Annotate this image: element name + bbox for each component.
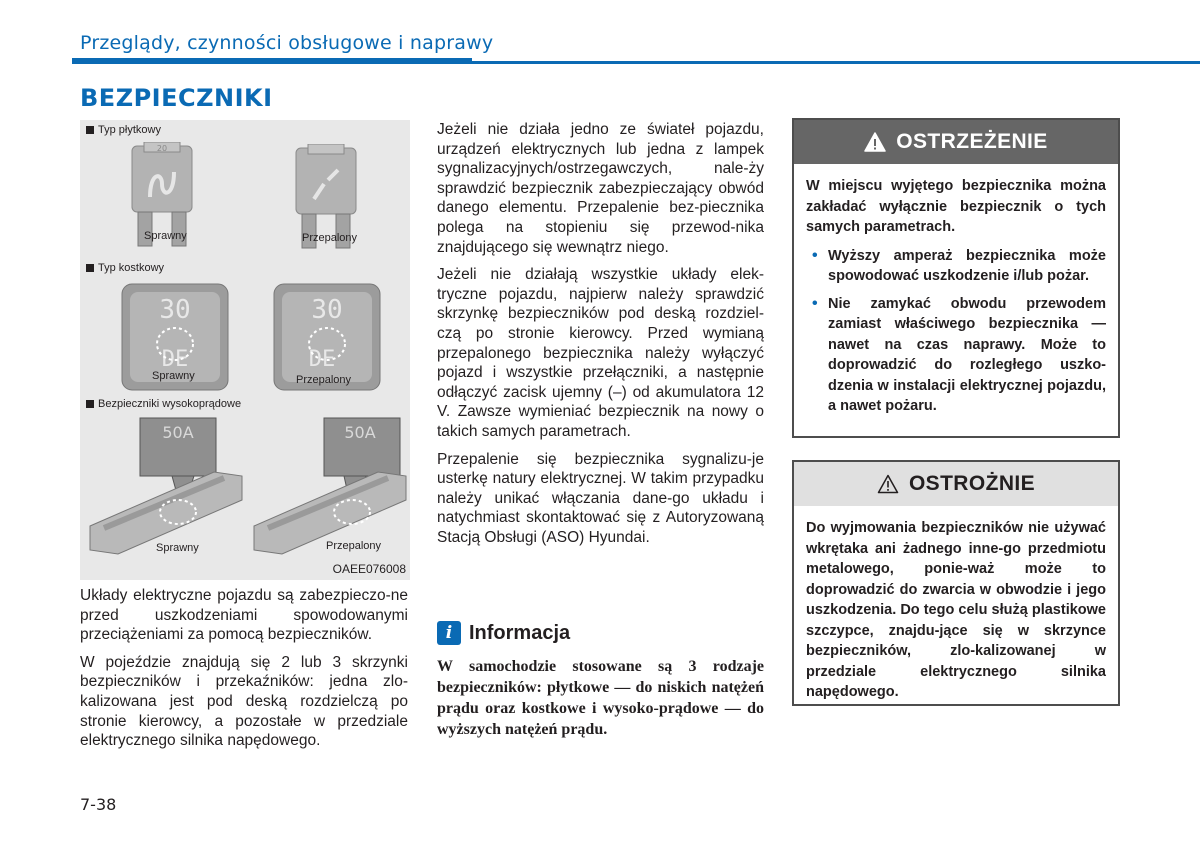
figure-code: OAEE076008: [332, 562, 406, 576]
info-title: Informacja: [469, 621, 571, 644]
caption-cartridge-good: Sprawny: [152, 370, 195, 382]
svg-text:30: 30: [311, 295, 343, 325]
warning-title: OSTRZEŻENIE: [896, 130, 1048, 153]
warning-header: [794, 120, 1118, 164]
caution-text: Do wyjmowania bezpieczników nie używać wkrętaka ani żadnego inne-go przedmiotu metalowego, ponie-waż może to doprowadzić do zwarcia w obwodzie i jego uszkodzenia. Do tego celu służą plastikowe szczypce, znajdu-jące się w skrzynce bezpieczników, zlo-kalizowanej w przedziale elektrycznego silnika napędowego.: [806, 520, 1106, 700]
figure-label-high-current: Bezpieczniki wysokoprądowe: [86, 398, 241, 410]
caption-high-current-good: Sprawny: [156, 542, 199, 554]
section-title: BEZPIECZNIKI: [80, 84, 273, 112]
warning-triangle-icon: [864, 132, 886, 152]
svg-text:50A: 50A: [162, 423, 194, 442]
paragraph: Przepalenie się bezpiecznika sygnalizu-je usterkę natury elektrycznej. W takim przypadku należy unikać włączania dane-go układu i natychmiast skontaktować się z Autoryzowaną Stacją Obsługi (ASO) Hyundai.: [437, 450, 764, 546]
svg-text:DE: DE: [161, 347, 189, 372]
warning-intro: W miejscu wyjętego bezpiecznika można zakładać wyłącznie bezpiecznik o tych samych parametrach.: [806, 178, 1106, 235]
list-item: • Nie zamykać obwodu przewodem zamiast właściwego bezpiecznika — nawet na czas naprawy. Może to doprowadzić do rozległego uszko-dzenia w instalacji elektrycznej pojazdu, a nawet pożaru.: [806, 294, 1106, 417]
caution-box: [792, 460, 1120, 706]
caution-triangle-icon: [877, 474, 899, 494]
svg-text:50A: 50A: [344, 423, 376, 442]
caution-header: [794, 462, 1118, 506]
middle-column-text: [437, 120, 764, 555]
fuse-types-figure: [80, 120, 410, 580]
svg-text:DE: DE: [308, 347, 336, 372]
caption-cartridge-blown: Przepalony: [296, 374, 352, 386]
info-text: W samochodzie stosowane są 3 rodzaje bezpieczników: płytkowe — do niskich natężeń prądu oraz kostkowe i wysoko-prądowe — do wyższych natężeń prądu.: [437, 658, 764, 738]
paragraph: Jeżeli nie działa jedno ze świateł pojazdu, urządzeń elektrycznych lub jedna z lampek sygnalizacyjnych/ostrzegawczych, nale-ży sprawdzić bezpiecznik zabezpieczający obwód danego elementu. Przepalenie bez-piecznika polega na stopieniu się przewod-nika znajdującego się wewnątrz niego.: [437, 121, 764, 256]
chapter-title: Przeglądy, czynności obsługowe i naprawy: [80, 32, 494, 54]
paragraph: Jeżeli nie działają wszystkie układy elek-tryczne pojazdu, najpierw należy sprawdzić skrzynkę bezpieczników pod deską rozdziel-czą po stronie kierowcy. Przed wymianą przepalonego bezpiecznika należy wyłączyć pojazd i wszystkie przełączniki, a następnie odłączyć zacisk ujemny (–) od akumulatora 12 V. Zawsze wymieniać bezpiecznik na nowy o takich samych parametrach.: [437, 266, 764, 440]
warning-body: [794, 164, 1118, 434]
paragraph: W pojeździe znajdują się 2 lub 3 skrzynki bezpieczników i przekaźników: jedna zlo-kalizowana jest pod deską rozdzielczą po stronie kierowcy, a pozostałe w przedziale elektrycznego silnika napędowego.: [80, 653, 408, 750]
figure-label-blade: Typ płytkowy: [86, 124, 161, 136]
caution-body: [794, 506, 1118, 713]
paragraph: Układy elektryczne pojazdu są zabezpieczo-ne przed uszkodzeniami spowodowanymi przeciążeniami za pomocą bezpieczników.: [80, 587, 408, 644]
list-item: • Wyższy amperaż bezpiecznika może spowodować uszkodzenie i/lub pożar.: [806, 246, 1106, 287]
left-column-text: [80, 586, 408, 759]
svg-text:20: 20: [156, 144, 168, 153]
caption-blade-good: Sprawny: [144, 230, 187, 242]
figure-label-cartridge: Typ kostkowy: [86, 262, 164, 274]
info-icon: i: [437, 621, 461, 645]
caption-blade-blown: Przepalony: [302, 232, 358, 244]
high-current-fuse-blown-image: [248, 416, 408, 556]
caption-high-current-blown: Przepalony: [326, 540, 382, 552]
caution-title: OSTROŻNIE: [908, 472, 1036, 495]
info-heading: [437, 621, 570, 645]
warning-box: [792, 118, 1120, 438]
warning-list: [806, 246, 1106, 417]
svg-text:30: 30: [159, 295, 191, 325]
header-rule: [72, 61, 1200, 64]
page-number: 7-38: [80, 795, 117, 814]
high-current-fuse-good-image: [84, 416, 244, 556]
